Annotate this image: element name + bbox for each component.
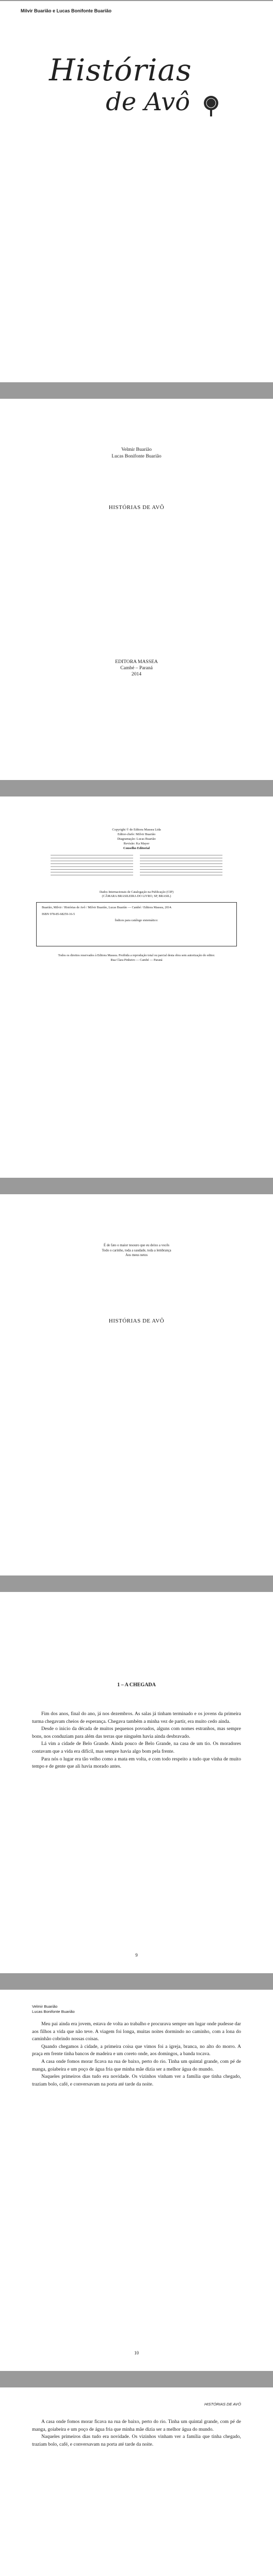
- page-body: [32, 2418, 241, 2448]
- running-head-right: HISTÓRIAS DE AVÔ: [204, 2402, 241, 2406]
- dedication-line: Todo o carinho, toda a saudade, toda a lembrança: [102, 1248, 171, 1252]
- half-title: HISTÓRIAS DE AVÔ: [108, 1318, 165, 1324]
- paragraph: Quando chegamos à cidade, a primeira coisa que vimos foi a igreja, branca, no alto do morro. A praça em frente tinha bancos de madeira e um coreto onde, aos domingos, a banda tocava.: [32, 2043, 241, 2057]
- cover-authors: Milvir Buarião e Lucas Bonifonte Buarião: [21, 8, 112, 13]
- body-page: [0, 2387, 273, 2576]
- chapter-page: [0, 1592, 273, 1973]
- cip-record: Buarião, Milvir / Histórias de Avô / Milvir Buarião, Lucas Buarião — Cambé / Editora Massea, 2014.: [42, 906, 172, 909]
- cip-box: [36, 902, 237, 946]
- cip-index: Índices para catálogo sistemático:: [115, 919, 158, 922]
- paragraph: Meu pai ainda era jovem, estava de volta ao trabalho e procurava sempre um lugar onde pudesse dar aos filhos a vida que não teve. A viagem foi longa, muitas noites dormindo no caminho, com a lona do caminhão cobrindo nossas coisas.: [32, 2021, 241, 2042]
- book-title: HISTÓRIAS DE AVÔ: [108, 504, 165, 511]
- body-page: [0, 1990, 273, 2371]
- copyright-page: [0, 796, 273, 1178]
- cip-heading: [0, 890, 273, 899]
- author-name-1: Velmir Buarião: [121, 447, 152, 452]
- credit-line: Revisão: Ka Mayer: [123, 842, 150, 845]
- publisher-name: EDITORA MASSEA: [115, 659, 158, 665]
- running-head-author: Velmir Buarião: [32, 2004, 58, 2009]
- dedication-line: Aos meus netos: [125, 1253, 148, 1257]
- running-head-left: [32, 2004, 75, 2014]
- running-head-coauthor: Lucas Bonifonte Buarião: [32, 2009, 75, 2014]
- tree-logo-icon: [199, 94, 223, 118]
- credit-line: Diagramação: Lucas Buarião: [117, 837, 156, 841]
- credit-line: Conselho Editorial: [123, 846, 150, 850]
- cover-title-line2: de Avô: [106, 88, 190, 116]
- editorial-board: [51, 853, 222, 876]
- page-body: [32, 2021, 241, 2088]
- copyright-heading: Copyright © de Editora Massea Ltda: [112, 828, 161, 832]
- paragraph: A casa onde fomos morar ficava na rua de baixo, perto do rio. Tinha um quintal grande, com pé de manga, goiabeira e um poço de água fria que minha mãe dizia ser a melhor água do mundo.: [32, 2058, 241, 2072]
- paragraph: Para nós o lugar era tão velho como a mata em volta, e com todo respeito a tudo que vinha de muito tempo e de gente que ali havia morado antes.: [32, 1756, 241, 1770]
- credit-line: Editor-chefe: Milvir Buarião: [117, 833, 156, 836]
- publication-year: 2014: [131, 671, 142, 677]
- title-page: [0, 399, 273, 780]
- paragraph: Desde o inicio da década de muitos pequenos povoados, alguns com nomes estranhos, mas sempre bons, nos conduziam para além das terras que ninguém havia ainda desbravado.: [32, 1726, 241, 1739]
- cover-title-line1: Histórias: [49, 53, 192, 88]
- page-number: 9: [135, 1953, 138, 1958]
- author-name-2: Lucas Bonifonte Buarião: [111, 453, 162, 459]
- paragraph: Naqueles primeiros dias tudo era novidade. Os vizinhos vinham ver a família que tinha chegado, traziam bolo, café, e conversavam na porta até tarde da noite.: [32, 2074, 241, 2087]
- rights-notice: Todos os direitos reservados à Editora Massea. Proibida a reprodução total ou parcial desta obra sem autorização do editor.: [58, 954, 215, 957]
- page-number: 10: [134, 2350, 139, 2355]
- cip-title: Dados Internacionais de Catalogação na Publicação (CIP): [99, 890, 174, 894]
- paragraph: Lá vim a cidade de Belo Grande. Ainda pouco de Belo Grande, na casa de um tio. Os moradores contavam que a vida era difícil, mas sempre havia algo bom pela frente.: [32, 1741, 241, 1754]
- paragraph: Fim dos anos, final do ano, já nos dezembros. As salas já tinham terminado e os jovens da primeira turma chegavam cheios de esperança. Chegava também a minha vez de partir, era muito cedo ainda.: [32, 1711, 241, 1724]
- paragraph: Naqueles primeiros dias tudo era novidade. Os vizinhos vinham ver a família que tinha chegado, traziam bolo, café, e conversavam na porta até tarde da noite.: [32, 2434, 241, 2447]
- dedication-page: [0, 1194, 273, 1575]
- chapter-heading: 1 – A CHEGADA: [117, 1682, 156, 1688]
- cip-library: (CÂMARA BRASILEIRA DO LIVRO, SP, BRASIL): [102, 894, 171, 898]
- cover-page: [0, 1, 273, 382]
- chapter-body: [32, 1710, 241, 1771]
- publisher-address: Rua Clara Pinheiro — Cambé — Paraná: [110, 958, 163, 962]
- cip-isbn: ISBN 978-85-68259-16-5: [42, 912, 75, 916]
- paragraph: A casa onde fomos morar ficava na rua de baixo, perto do rio. Tinha um quintal grande, com pé de manga, goiabeira e um poço de água fria que minha mãe dizia ser a melhor água do mundo.: [32, 2419, 241, 2432]
- dedication-line: É de fato o maior tesouro que eu deixo a vocês: [103, 1244, 170, 1247]
- cover-title: [0, 42, 273, 125]
- publisher-city: Cambé – Paraná: [120, 665, 153, 671]
